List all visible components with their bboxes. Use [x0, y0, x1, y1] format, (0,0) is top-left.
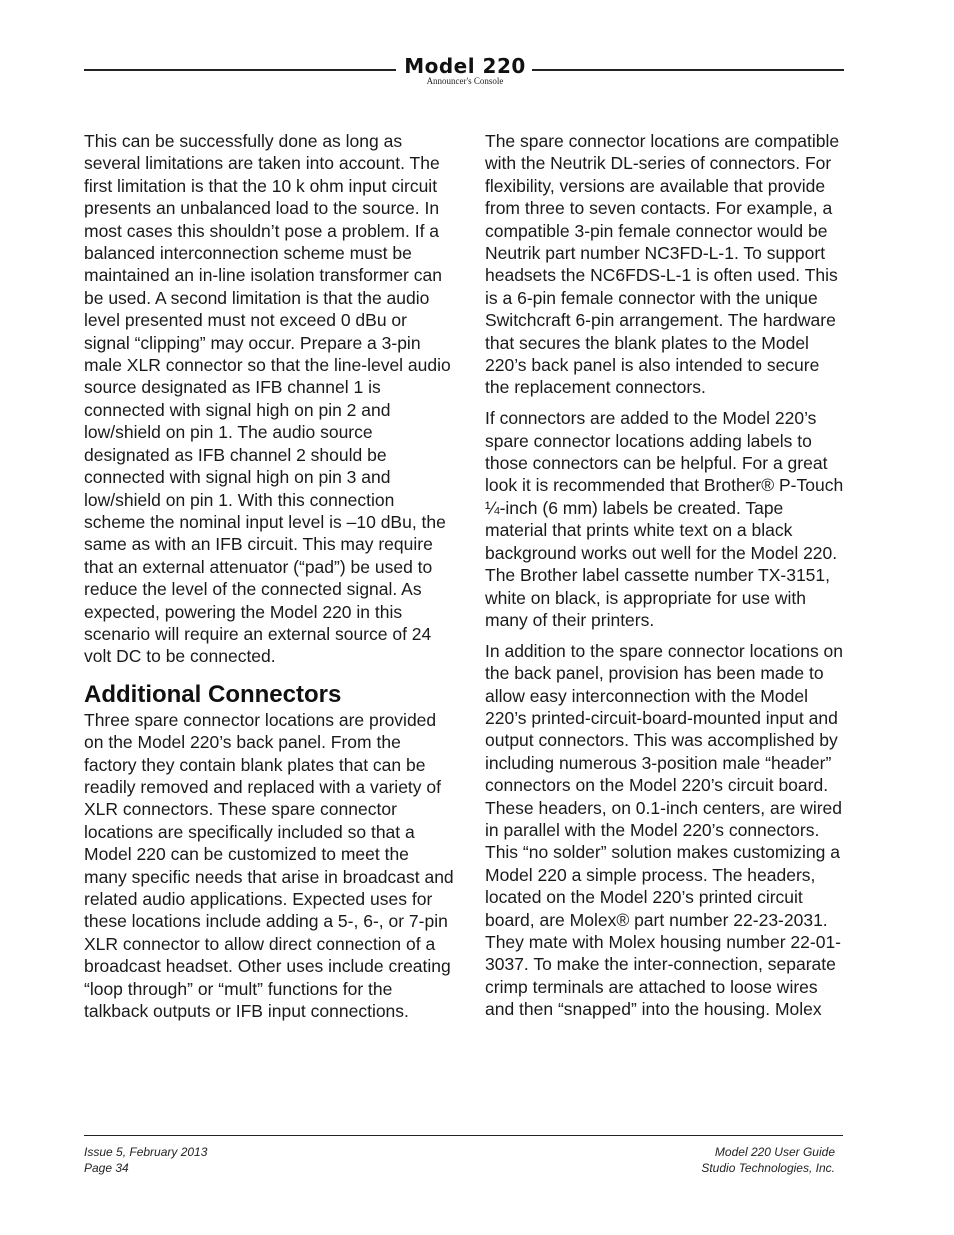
section-heading: Additional Connectors — [84, 680, 342, 708]
header-logo — [398, 54, 532, 86]
footer-page-number: Page 34 — [84, 1161, 129, 1175]
left-column — [84, 130, 454, 1022]
right-paragraph-3: In addition to the spare connector locations on the back panel, provision has been made to allow easy interconnection with the Model 220’s printed-circuit-board-mounted input and output connectors. This was accomplished by including numerous 3-position male “header” connectors on the Model 220’s circuit board. These headers, on 0.1-inch centers, are wired in parallel with the Model 220’s connectors. This “no solder” solution makes customizing a Model 220 a simple process. The headers, located on the Model 220’s printed circuit board, are Molex® part number 22-23-2031. They mate with Molex housing number 22-01-3037. To make the inter-connection, separate crimp terminals are attached to loose wires and then “snapped” into the housing. Molex — [485, 640, 844, 1020]
footer-issue: Issue 5, February 2013 — [84, 1145, 208, 1159]
footer-rule — [84, 1135, 843, 1136]
footer-right — [701, 1144, 835, 1176]
left-paragraph-1: This can be successfully done as long as several limitations are taken into account. The first limitation is that the 10 k ohm input circuit presents an unbalanced load to the source. In most cases this shouldn’t pose a problem. If a balanced interconnection scheme must be maintained an in-line isolation transformer can be used. A second limitation is that the audio level presented must not exceed 0 dBu or signal “clipping” may occur. Prepare a 3-pin male XLR connector so that the line-level audio source designated as IFB channel 1 is connected with signal high on pin 2 and low/shield on pin 1. The audio source designated as IFB channel 2 should be connected with signal high on pin 3 and low/shield on pin 1. With this connection scheme the nominal input level is –10 dBu, the same as with an IFB circuit. This may require that an external attenuator (“pad”) be used to reduce the level of the connected signal. As expected, powering the Model 220 in this scenario will require an external source of 24 volt DC to be connected. — [84, 131, 451, 667]
header-rule-right — [532, 69, 844, 71]
footer-company: Studio Technologies, Inc. — [701, 1161, 835, 1175]
footer-guide-title: Model 220 User Guide — [714, 1145, 835, 1159]
footer-left — [84, 1144, 207, 1176]
right-column — [485, 130, 845, 1021]
left-paragraph-2: Three spare connector locations are provided on the Model 220’s back panel. From the factory they contain blank plates that can be readily removed and replaced with a variety of XLR connectors. These spare connector locations are specifically included so that a Model 220 can be customized to meet the many specific needs that arise in broadcast and related audio applications. Expected uses for these locations include adding a 5-, 6-, or 7-pin XLR connector to allow direct connection of a broadcast headset. Other uses include creating “loop through” or “mult” functions for the talkback outputs or IFB input connections. — [84, 709, 454, 1022]
right-paragraph-1: The spare connector locations are compatible with the Neutrik DL-series of connectors. For flexibility, versions are available that provide from three to seven contacts. For example, a compatible 3-pin female connector would be Neutrik part number NC3FD-L-1. To support headsets the NC6FDS-L-1 is often used. This is a 6-pin female connector with the unique Switchcraft 6-pin arrangement. The hardware that secures the blank plates to the Model 220’s back panel is also intended to secure the replacement connectors. — [485, 131, 840, 398]
logo-subtitle: Announcer's Console — [426, 76, 504, 86]
right-paragraph-2: If connectors are added to the Model 220’s spare connector locations adding labels to those connectors can be helpful. For a great look it is recommended that Brother® P-Touch ¼-inch (6 mm) labels be created. Tape material that prints white text on a black background works out well for the Model 220. The Brother label cassette number TX-3151, white on black, is appropriate for use with many of their printers. — [485, 408, 844, 630]
logo-title: Model 220 — [404, 54, 526, 78]
header-rule-left — [84, 69, 396, 71]
